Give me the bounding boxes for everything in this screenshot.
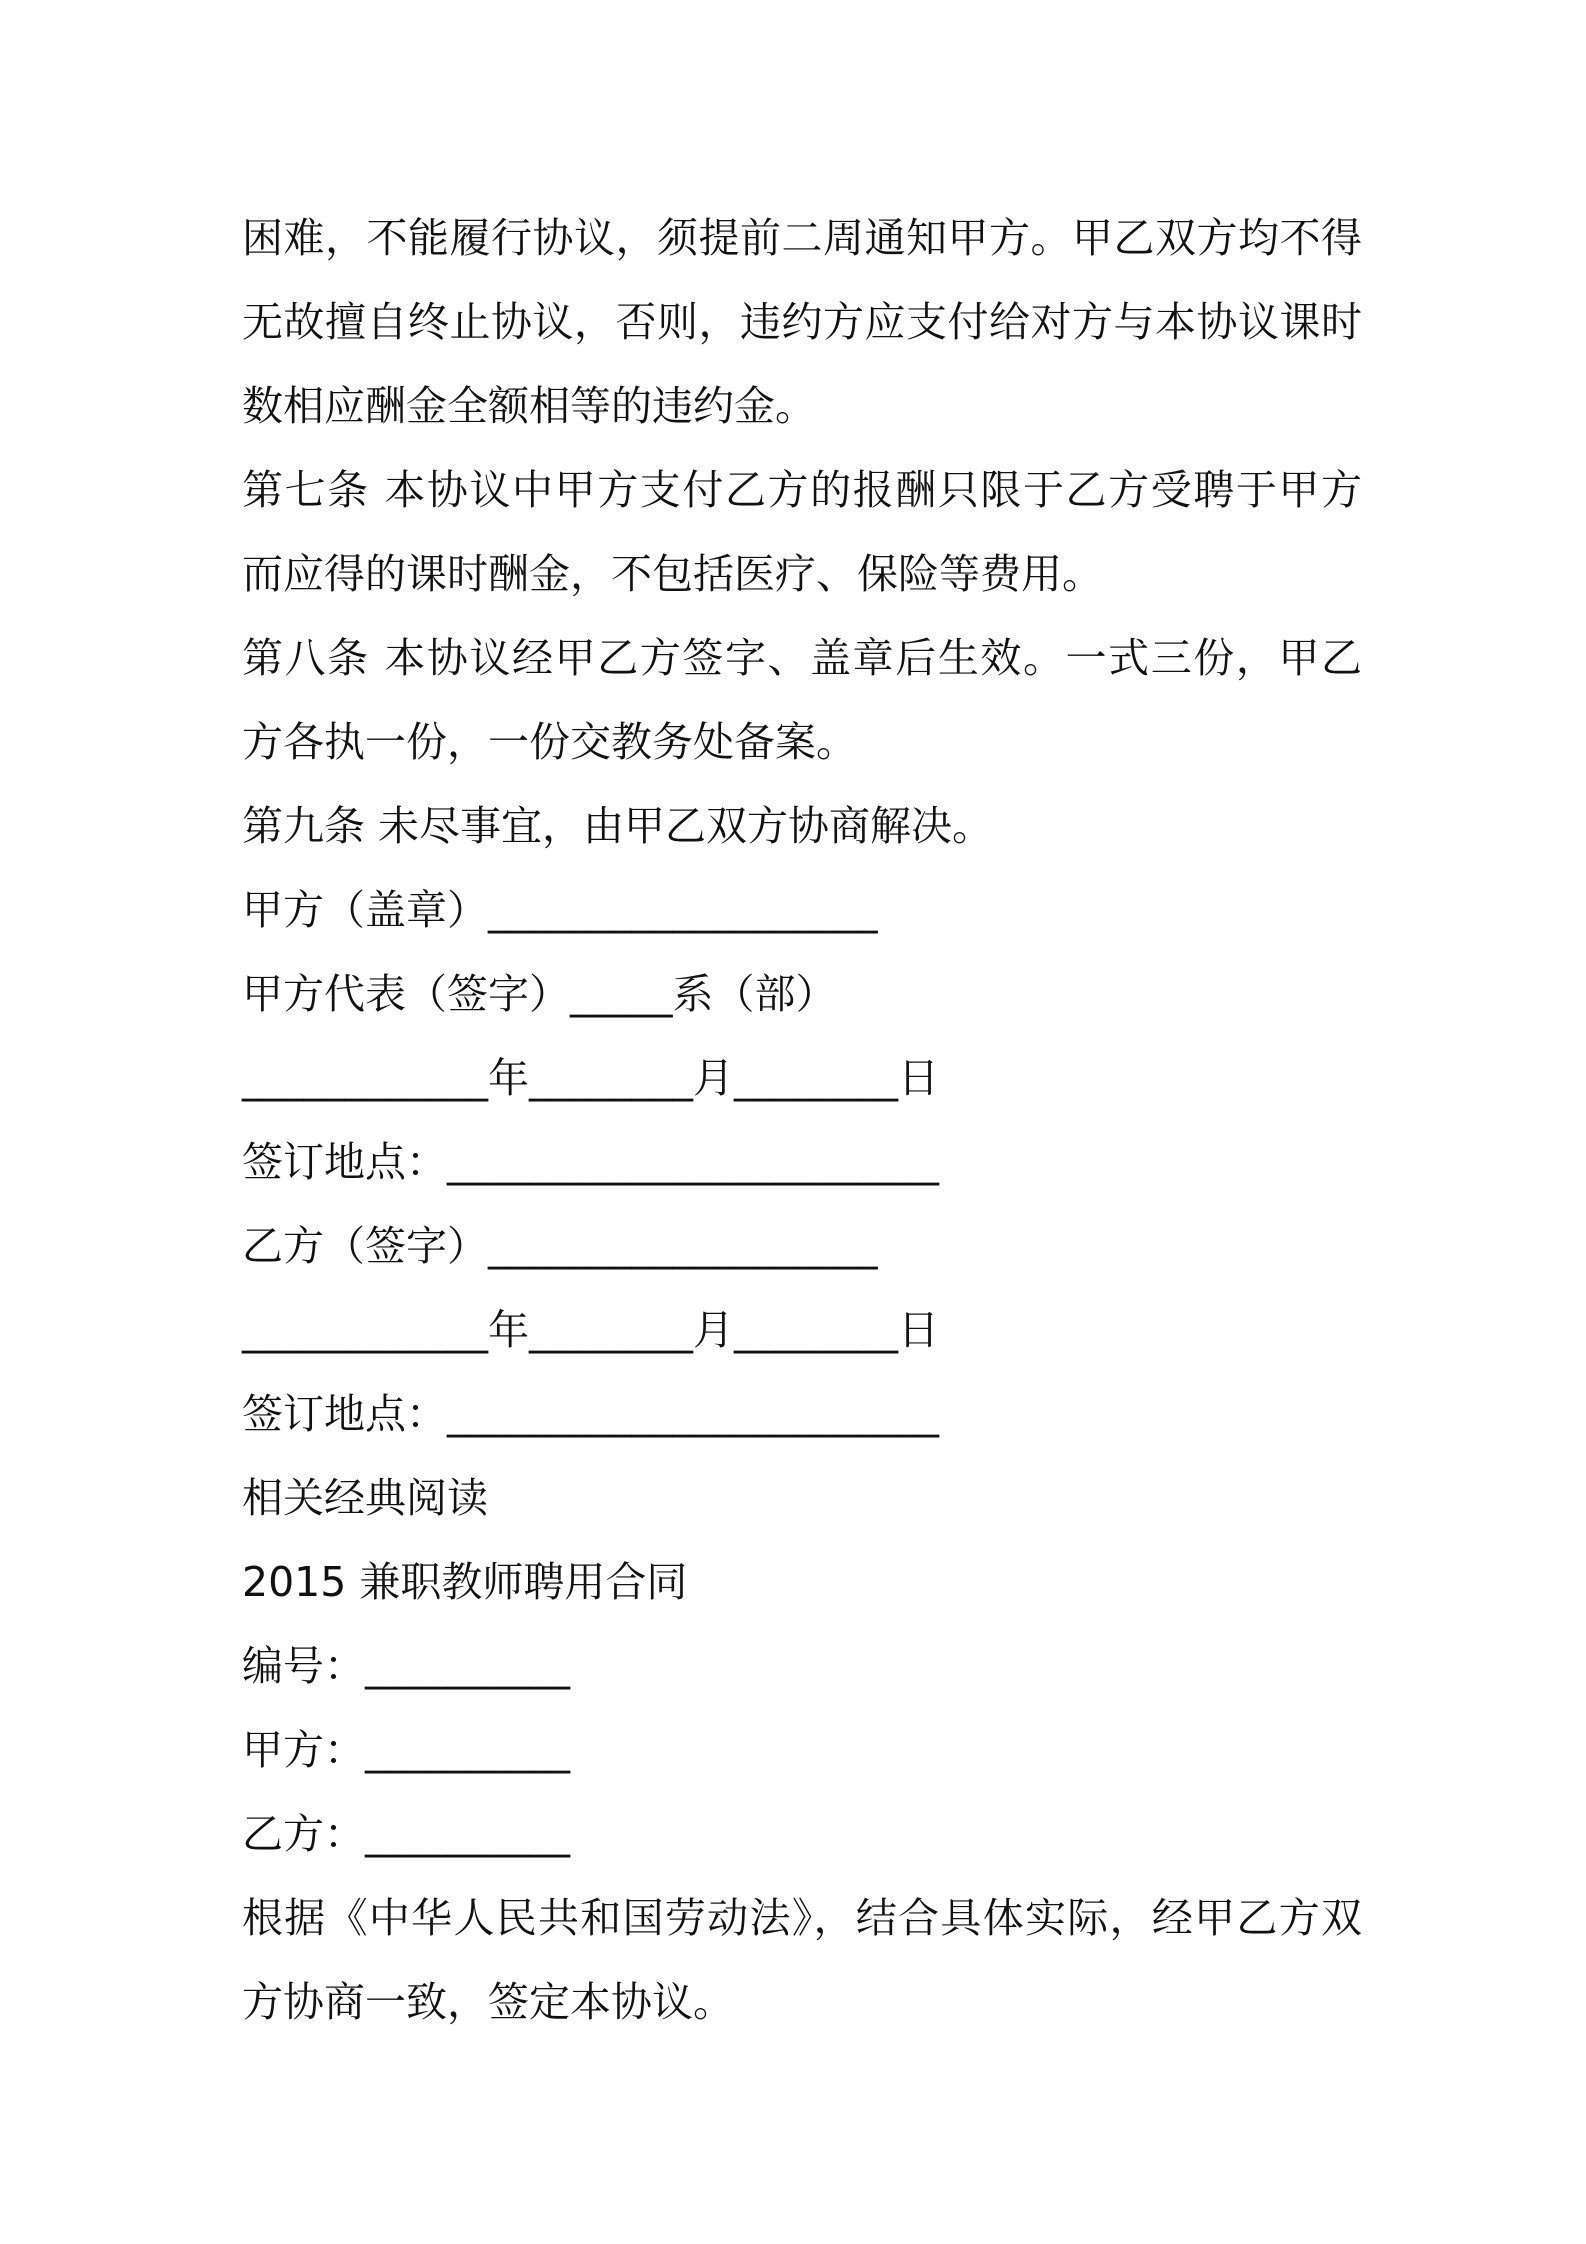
contract-party-a-line: 甲方：__________ bbox=[242, 1726, 570, 1774]
party-b-date-line: ____________年________月________日 bbox=[242, 1306, 939, 1354]
paragraph-article-9: 第九条 未尽事宜，由甲乙双方协商解决。 bbox=[242, 802, 994, 850]
paragraph-legal-basis: 根据《中华人民共和国劳动法》，结合具体实际，经甲乙方双方协商一致，签定本协议。 bbox=[242, 1894, 1362, 2026]
contract-party-b-line: 乙方：__________ bbox=[242, 1810, 570, 1858]
party-b-location-line: 签订地点：________________________ bbox=[242, 1390, 939, 1438]
paragraph-article-7: 第七条 本协议中甲方支付乙方的报酬只限于乙方受聘于甲方而应得的课时酬金，不包括医疗、保险等费用。 bbox=[242, 466, 1362, 598]
party-a-date-line: ____________年________月________日 bbox=[242, 1054, 939, 1102]
contract-number-line: 编号：__________ bbox=[242, 1642, 570, 1690]
paragraph-termination-notice: 困难，不能履行协议，须提前二周通知甲方。甲乙双方均不得无故擅自终止协议，否则，违约方应支付给对方与本协议课时数相应酬金全额相等的违约金。 bbox=[242, 214, 1362, 430]
party-a-location-line: 签订地点：________________________ bbox=[242, 1138, 939, 1186]
party-b-signature-line: 乙方（签字）___________________ bbox=[242, 1222, 878, 1270]
related-reading-heading: 相关经典阅读 bbox=[242, 1474, 488, 1522]
document-body bbox=[242, 196, 1362, 2044]
party-a-seal-line: 甲方（盖章）___________________ bbox=[242, 886, 878, 934]
paragraph-article-8: 第八条 本协议经甲乙方签字、盖章后生效。一式三份，甲乙方各执一份，一份交教务处备案。 bbox=[242, 634, 1362, 766]
contract-title: 2015 兼职教师聘用合同 bbox=[242, 1558, 688, 1606]
party-a-representative-line: 甲方代表（签字）_____系（部） bbox=[242, 970, 837, 1018]
